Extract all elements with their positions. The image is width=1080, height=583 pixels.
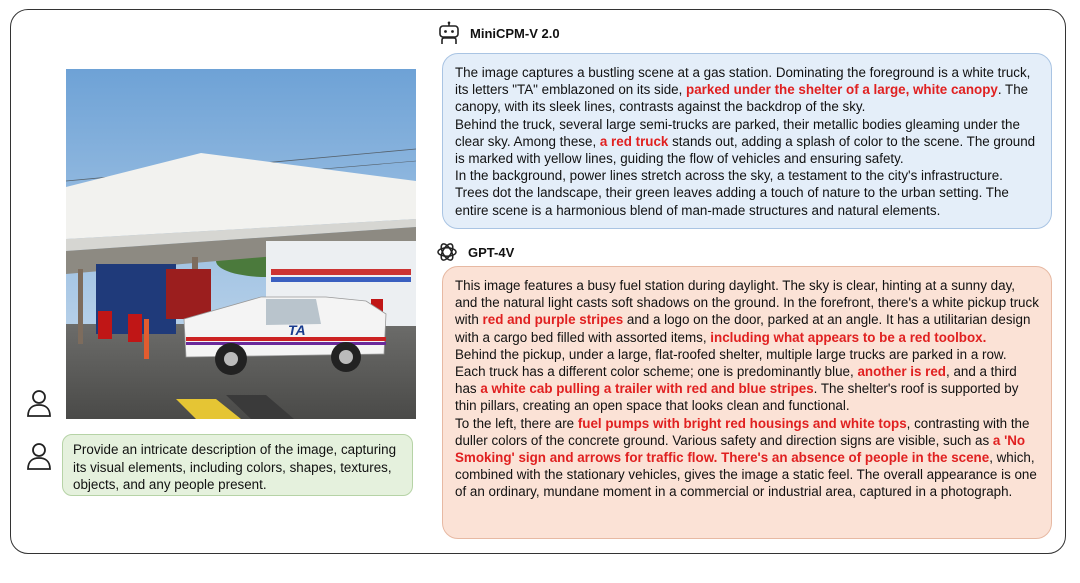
highlighted-phrase: including what appears to be a red toolbox. <box>710 329 987 345</box>
openai-logo-icon <box>436 241 458 263</box>
response-text: The image captures a bustling scene at a gas station. Dominating the foreground is a white truck, its letters "TA" emblazoned on its side, <box>455 65 1031 98</box>
truck-logo-text: TA <box>288 322 306 338</box>
response-text: In the background, power lines stretch across the sky, a testament to the city's infrastructure. Trees dot the landscape, their green leaves adding a touch of nature to the urban setting. The entire scene is a harmonious blend of man-made structures and natural elements. <box>455 168 1009 218</box>
robot-icon <box>438 21 460 45</box>
response-text: This image features a busy fuel station during daylight. The sky is clear, hinting at a sunny day, and the natural light casts soft shadows on the ground. In the forefront, there's a white pickup truck with <box>455 278 1039 328</box>
response-text: Behind the truck, several large semi-trucks are parked, their metallic bodies gleaming under the clear sky. Among these, <box>455 116 1020 149</box>
highlighted-phrase: a red truck <box>599 133 669 149</box>
highlighted-phrase: red and purple stripes <box>482 312 624 328</box>
minicpm-label <box>438 21 560 45</box>
user-prompt-text: Provide an intricate description of the image, capturing its visual elements, including colors, shapes, textures, objects, and any people present. <box>73 442 397 492</box>
highlighted-phrase: another is red <box>857 364 946 380</box>
response-text: stands out, adding a splash of color to the scene. The ground is marked with yellow lines, guiding the flow of vehicles and ensuring safety. <box>455 133 1036 167</box>
minicpm-response <box>442 53 1052 229</box>
gpt4v-label-text: GPT-4V <box>468 244 515 260</box>
minicpm-label-text: MiniCPM-V 2.0 <box>470 25 560 41</box>
highlighted-phrase: parked under the shelter of a large, white canopy <box>686 82 998 98</box>
highlighted-phrase: a white cab pulling a trailer with red and blue stripes <box>480 381 814 397</box>
response-text: , contrasting with the duller colors of the concrete ground. Various safety and direction signs are visible, such as <box>455 415 1030 448</box>
response-text: , and a third has <box>455 364 1017 397</box>
response-text: . The canopy, with its sleek lines, contrasts against the backdrop of the sky. <box>455 82 1029 115</box>
user-icon <box>26 389 52 417</box>
highlighted-phrase: a 'No Smoking' sign and arrows for traffic flow. There's an absence of people in the scene <box>455 432 1026 466</box>
gpt4v-response <box>442 266 1052 539</box>
gas-station-photo <box>66 69 416 419</box>
highlighted-phrase: fuel pumps with bright red housings and white tops <box>577 415 907 431</box>
user-prompt-box <box>62 434 413 496</box>
user-icon <box>26 442 52 470</box>
response-text: , which, combined with the stationary vehicles, gives the image a static feel. The overall appearance is one of an ordinary, mundane moment in a commercial or industrial area, captured in a photograph. <box>455 450 1037 500</box>
response-text: . The shelter's roof is supported by thin pillars, creating an open space that looks clean and functional. <box>455 381 1019 414</box>
response-text: and a logo on the door, parked at an angle. It has a utilitarian design with a cargo bed filled with assorted items, <box>455 312 1031 345</box>
response-text: Behind the pickup, under a large, flat-roofed shelter, multiple large trucks are parked in a row. Each truck has a different color scheme; one is predominantly blue, <box>455 346 1007 380</box>
response-text: To the left, there are <box>455 415 578 431</box>
gpt4v-label <box>436 241 514 263</box>
